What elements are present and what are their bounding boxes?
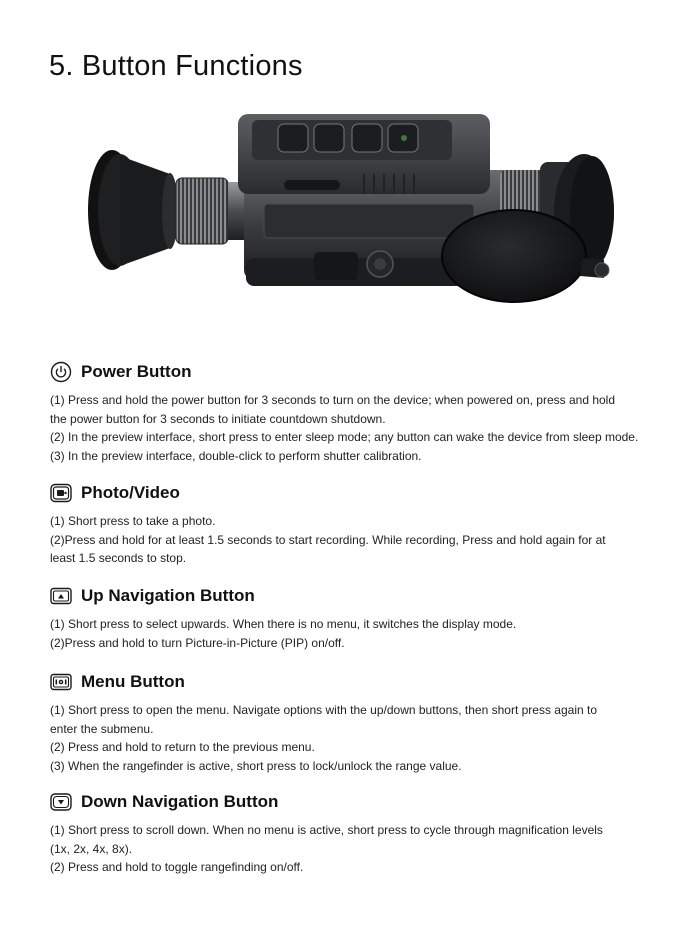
section-title-photo-video: Photo/Video (81, 483, 180, 502)
thermal-scope-illustration (84, 108, 618, 320)
description-line: (3) When the rangefinder is active, short press to lock/unlock the range value. (50, 758, 462, 773)
description-line: enter the submenu. (50, 721, 154, 736)
menu-button-description (50, 701, 660, 775)
power-button-description (50, 391, 660, 465)
description-line: the power button for 3 seconds to initiate countdown shutdown. (50, 411, 386, 426)
section-title-down-navigation: Down Navigation Button (81, 792, 279, 811)
description-line: (1x, 2x, 4x, 8x). (50, 841, 133, 856)
description-line: (2) Press and hold to toggle rangefinding on/off. (50, 860, 304, 874)
photo-video-section (50, 482, 660, 568)
description-line: (3) In the preview interface, double-click to perform shutter calibration. (50, 448, 422, 463)
down-arrow-button-icon (50, 791, 72, 813)
description-line: least 1.5 seconds to stop. (50, 551, 187, 565)
camera-button-icon (50, 482, 72, 504)
description-line: (2)Press and hold to turn Picture-in-Picture (PIP) on/off. (50, 635, 345, 650)
description-line: (1) Short press to take a photo. (50, 514, 216, 528)
down-navigation-description (50, 821, 660, 877)
description-line: (1) Short press to scroll down. When no menu is active, short press to cycle through magnification levels (50, 823, 603, 837)
section-title-power-button: Power Button (81, 362, 192, 381)
up-arrow-button-icon (50, 585, 72, 607)
description-line: (1) Short press to select upwards. When there is no menu, it switches the display mode. (50, 617, 517, 631)
section-title-menu-button: Menu Button (81, 672, 185, 691)
page-title: 5. Button Functions (49, 50, 303, 82)
section-title-up-navigation: Up Navigation Button (81, 586, 255, 605)
description-line: (1) Press and hold the power button for 3 seconds to turn on the device; when powered on, press and hold (50, 393, 616, 407)
power-button-section (50, 361, 660, 465)
description-line: (2) Press and hold to return to the previous menu. (50, 740, 315, 754)
description-line: (1) Short press to open the menu. Navigate options with the up/down buttons, then short press again to (50, 703, 597, 717)
photo-video-description (50, 512, 660, 568)
power-icon (50, 361, 72, 383)
menu-button-section (50, 671, 660, 775)
up-navigation-section (50, 585, 660, 652)
up-navigation-description (50, 615, 660, 652)
description-line: (2)Press and hold for at least 1.5 seconds to start recording. While recording, Press and hold again for at (50, 532, 606, 547)
description-line: (2) In the preview interface, short press to enter sleep mode; any button can wake the device from sleep mode. (50, 430, 639, 444)
down-navigation-section (50, 791, 660, 877)
menu-button-icon (50, 671, 72, 693)
